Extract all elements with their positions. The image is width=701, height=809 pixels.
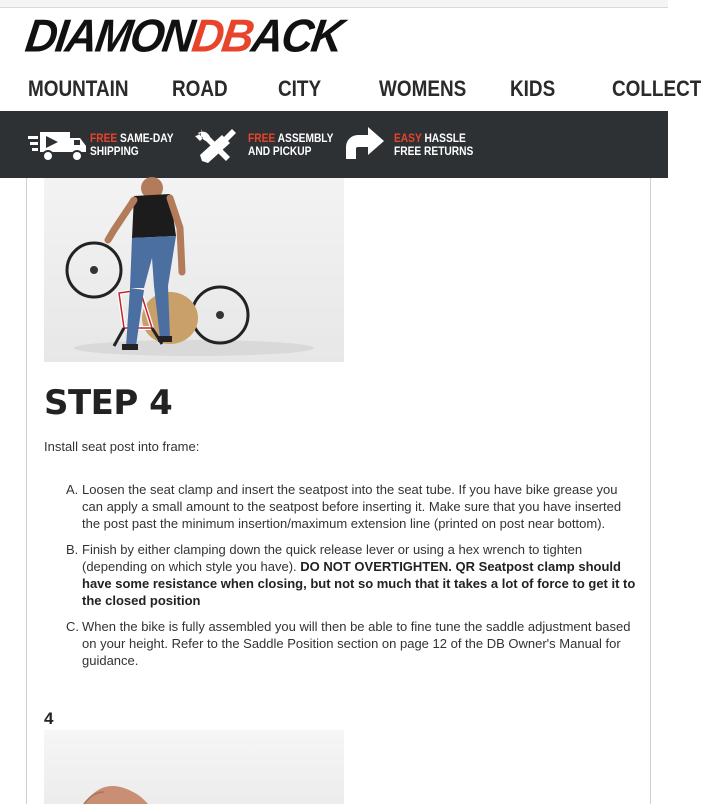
list-item: [66, 618, 636, 669]
nav-item-womens[interactable]: WOMENS: [379, 76, 467, 101]
truck-icon: [28, 125, 90, 165]
promo-returns-text: EASY HASSLE FREE RETURNS: [394, 130, 474, 158]
list-item: [66, 541, 636, 609]
nav-item-city[interactable]: CITY: [278, 76, 322, 101]
list-marker: B.: [66, 542, 79, 557]
nav-item-mountain[interactable]: MOUNTAIN: [28, 76, 129, 101]
content-border-right: [650, 178, 651, 804]
step-heading: STEP 4: [44, 383, 173, 423]
return-arrow-icon: [332, 125, 394, 165]
tools-icon: [186, 125, 248, 165]
list-marker: C.: [66, 619, 79, 634]
step-photo-seatpost: [44, 730, 344, 804]
nav-item-road[interactable]: ROAD: [172, 76, 228, 101]
list-item-text: Loosen the seat clamp and insert the seatpost into the seat tube. If you have bike grease you can apply a small amount to the seatpost before inserting it. Make sure that you have inserted the post past the minimum insertion/maximum extension line (printed on post near bottom).: [82, 482, 622, 531]
step-photo-assembly: [44, 178, 344, 362]
promo-assembly[interactable]: [186, 111, 348, 178]
step-instructions-list: [66, 481, 636, 678]
promo-assembly-text: FREE ASSEMBLY AND PICKUP: [248, 130, 334, 158]
promo-shipping-text: FREE SAME-DAY SHIPPING: [90, 130, 174, 158]
content-border-left: [26, 178, 27, 804]
promo-returns[interactable]: [332, 111, 487, 178]
nav-item-kids[interactable]: KIDS: [510, 76, 556, 101]
promo-bar: [0, 111, 668, 178]
brand-logo[interactable]: [22, 10, 346, 63]
list-item: [66, 481, 636, 532]
sub-step-number: 4: [44, 709, 54, 728]
nav-item-collections[interactable]: COLLECT: [612, 76, 701, 101]
list-item-warning: DO NOT OVERTIGHTEN. QR Seatpost clamp should have some resistance when closing, but not so much that it takes a lot of force to get it to the closed position: [82, 559, 636, 608]
list-item-text: Finish by either clamping down the quick release lever or using a hex wrench to tighten (depending on which style you have).: [82, 542, 583, 574]
browser-top-edge: [0, 0, 668, 8]
list-item-text: When the bike is fully assembled you will then be able to fine tune the saddle adjustment based on your height. Refer to the Saddle Position section on page 12 of the DB Owner's Manual for guidance.: [82, 619, 631, 668]
main-nav: [0, 70, 701, 110]
step-intro: Install seat post into frame:: [44, 439, 200, 454]
logo-wordmark: DIAMONDBACK: [22, 10, 346, 63]
list-marker: A.: [66, 482, 79, 497]
promo-shipping[interactable]: [28, 111, 188, 178]
